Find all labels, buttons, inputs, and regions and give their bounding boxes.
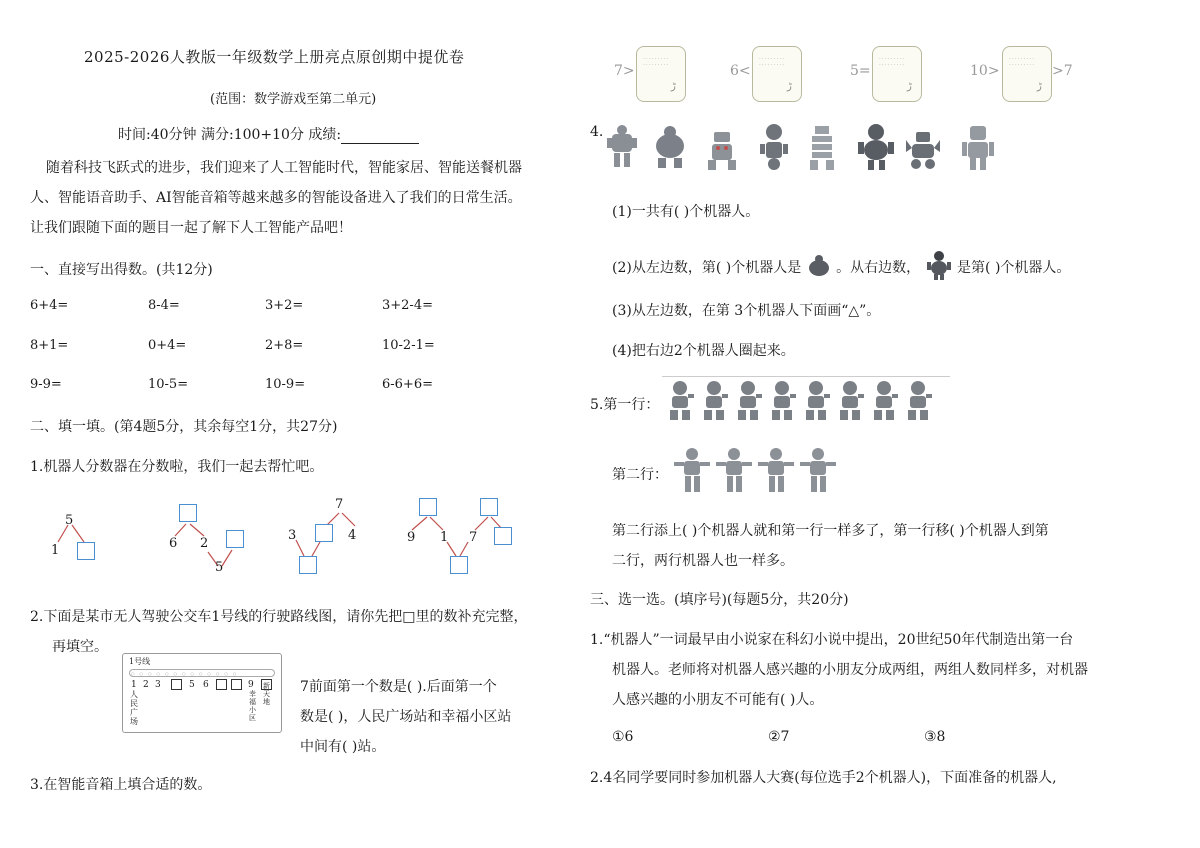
robot-icon	[908, 381, 932, 420]
tree-number: 3	[288, 528, 297, 543]
answer-box[interactable]	[480, 498, 498, 516]
q4-item-3: (3)从左边数，在第 3个机器人下面画“△”。	[612, 303, 881, 319]
route-label: 1号线	[129, 657, 151, 666]
score-blank[interactable]	[341, 129, 419, 144]
answer-box[interactable]	[315, 524, 333, 542]
s3-q1-line1: 1.“机器人”一词最早由小说家在科幻小说中提出，20世纪50年代制造出第一台	[590, 632, 1074, 648]
route-number: 5	[189, 680, 195, 690]
robot-icon	[674, 448, 710, 492]
tree-number: 9	[407, 530, 416, 545]
robot-icon-3	[708, 132, 736, 170]
calc-item[interactable]: 8-4=	[148, 298, 180, 313]
s3-q1-line2: 机器人。老师将对机器人感兴趣的小朋友分成两组，两组人数同样多，对机器	[612, 662, 1088, 678]
answer-box[interactable]	[419, 498, 437, 516]
robot-icon	[806, 381, 830, 420]
speaker-icon[interactable]: ········· ········· ڑ	[1002, 46, 1052, 102]
section2-title: 二、填一填。(第4题5分，其余每空1分，共27分)	[30, 419, 338, 435]
route-number: 3	[155, 680, 161, 690]
robot-icon	[874, 381, 898, 420]
speaker-icon[interactable]: ········· ········· ڑ	[636, 46, 686, 102]
right-station-b: 新天地	[263, 682, 270, 706]
q2-text-1: 7前面第一个数是( ).后面第一个	[300, 679, 497, 695]
q4-item-2: (2)从左边数，第( )个机器人是 。从右边数， 是第( )个机器人。	[612, 250, 1070, 280]
speaker-icon[interactable]: ········· ········· ڑ	[872, 46, 922, 102]
option-2[interactable]: ②7	[768, 729, 790, 745]
calc-item[interactable]: 6+4=	[30, 298, 69, 313]
route-number: 1	[131, 680, 137, 690]
tree-number: 2	[200, 536, 209, 551]
s3-q2-line1: 2.4名同学要同时参加机器人大赛(每位选手2个机器人)，下面准备的机器人,	[590, 770, 1057, 786]
robot-icon	[800, 448, 836, 492]
tree-number: 1	[440, 530, 449, 545]
route-stops: ○○○○○○○○○○○○○	[131, 671, 242, 676]
robot-icon	[716, 448, 752, 492]
answer-box[interactable]	[450, 556, 468, 574]
robot-icon-5	[810, 126, 834, 170]
robot-row-1	[664, 378, 948, 424]
tree-number: 4	[348, 528, 357, 543]
intro-line-3: 让我们跟随下面的题目一起了解下人工智能产品吧！	[30, 220, 352, 236]
robot-icon-7	[906, 132, 940, 169]
calc-item[interactable]: 3+2-4=	[382, 298, 433, 313]
robot-row-q4	[600, 120, 1010, 178]
page-title: 2025-2026人教版一年级数学上册亮点原创期中提优卷	[84, 48, 465, 66]
question-2-4-number: 4.	[590, 124, 604, 140]
q2-text-3: 中间有( )站。	[300, 739, 386, 755]
robot-icon	[670, 381, 694, 420]
right-station-a: 幸福小区	[249, 690, 256, 722]
intro-line-2: 人、智能语音助手、AI智能音箱等越来越多的智能设备进入了我们的日常生活。	[30, 190, 522, 206]
speaker-icon[interactable]: ········· ········· ڑ	[752, 46, 802, 102]
q5-row1-divider	[662, 376, 950, 377]
robot-icon-4	[760, 124, 788, 170]
q4-item-1: (1)一共有( )个机器人。	[612, 204, 760, 220]
robot-icon	[758, 448, 794, 492]
intro-line-1: 随着科技飞跃式的进步，我们迎来了人工智能时代，智能家居、智能送餐机器	[46, 160, 522, 176]
route-box[interactable]	[216, 679, 227, 690]
bus-route-map	[122, 653, 282, 733]
calc-item[interactable]: 0+4=	[148, 338, 187, 353]
robot-icon-inline	[925, 250, 953, 280]
exam-meta: 时间:40分钟 满分:100+10分 成绩:	[118, 124, 419, 144]
robot-icon-1	[607, 125, 637, 167]
robot-icon-6	[858, 124, 894, 170]
calc-item[interactable]: 8+1=	[30, 338, 69, 353]
robot-icon-8	[962, 126, 994, 170]
answer-box[interactable]	[494, 527, 512, 545]
calc-item[interactable]: 9-9=	[30, 377, 62, 392]
q2-text-2: 数是( )，人民广场站和幸福小区站	[300, 709, 512, 725]
question-2-3: 3.在智能音箱上填合适的数。	[30, 777, 212, 793]
tree-number: 5	[65, 513, 74, 528]
route-box[interactable]	[231, 679, 242, 690]
calc-item[interactable]: 10-9=	[265, 377, 306, 392]
route-number: 2	[143, 680, 149, 690]
tree-number: 6	[169, 536, 178, 551]
robot-icon	[772, 381, 796, 420]
question-2-2-line1: 2.下面是某市无人驾驶公交车1号线的行驶路线图，请你先把□里的数补充完整，	[30, 609, 528, 625]
robot-row-2	[670, 446, 840, 496]
robot-icon	[704, 381, 728, 420]
q5-row2-label: 第二行：	[612, 467, 668, 483]
q5-text-2: 二行，两行机器人也一样多。	[612, 553, 794, 569]
q5-row1-label: 5.第一行：	[590, 397, 660, 413]
answer-box[interactable]	[226, 530, 244, 548]
robot-icon-2	[656, 126, 684, 168]
robot-icon	[738, 381, 762, 420]
calc-item[interactable]: 3+2=	[265, 298, 304, 313]
q5-text-1: 第二行添上( )个机器人就和第一行一样多了，第一行移( )个机器人到第	[612, 523, 1049, 539]
route-box[interactable]	[171, 679, 182, 690]
section3-title: 三、选一选。(填序号)(每题5分，共20分)	[590, 592, 849, 608]
robot-icon	[840, 381, 864, 420]
q4-item-4: (4)把右边2个机器人圈起来。	[612, 343, 795, 359]
robot-icon-inline	[806, 254, 832, 278]
calc-item[interactable]: 6-6+6=	[382, 377, 433, 392]
answer-box[interactable]	[77, 542, 95, 560]
tree-number: 7	[335, 497, 344, 512]
option-3[interactable]: ③8	[924, 729, 946, 745]
question-2-2-line2: 再填空。	[52, 639, 108, 655]
route-number: 6	[203, 680, 209, 690]
calc-item[interactable]: 10-5=	[148, 377, 189, 392]
tree-number: 1	[51, 543, 60, 558]
calc-item[interactable]: 2+8=	[265, 338, 304, 353]
calc-item[interactable]: 10-2-1=	[382, 338, 435, 353]
range-note: (范围：数学游戏至第二单元)	[210, 92, 377, 107]
answer-box[interactable]	[179, 504, 197, 522]
s3-q1-line3: 人感兴趣的小朋友不可能有( )人。	[612, 692, 824, 708]
option-1[interactable]: ①6	[612, 729, 634, 745]
tree-number: 5	[215, 560, 224, 575]
answer-box[interactable]	[299, 556, 317, 574]
left-station: 人民广场	[130, 690, 138, 726]
tree-number: 7	[469, 530, 478, 545]
section1-title: 一、直接写出得数。(共12分)	[30, 262, 213, 278]
route-number: 9	[248, 680, 254, 690]
question-2-1: 1.机器人分数器在分数啦，我们一起去帮忙吧。	[30, 459, 324, 475]
